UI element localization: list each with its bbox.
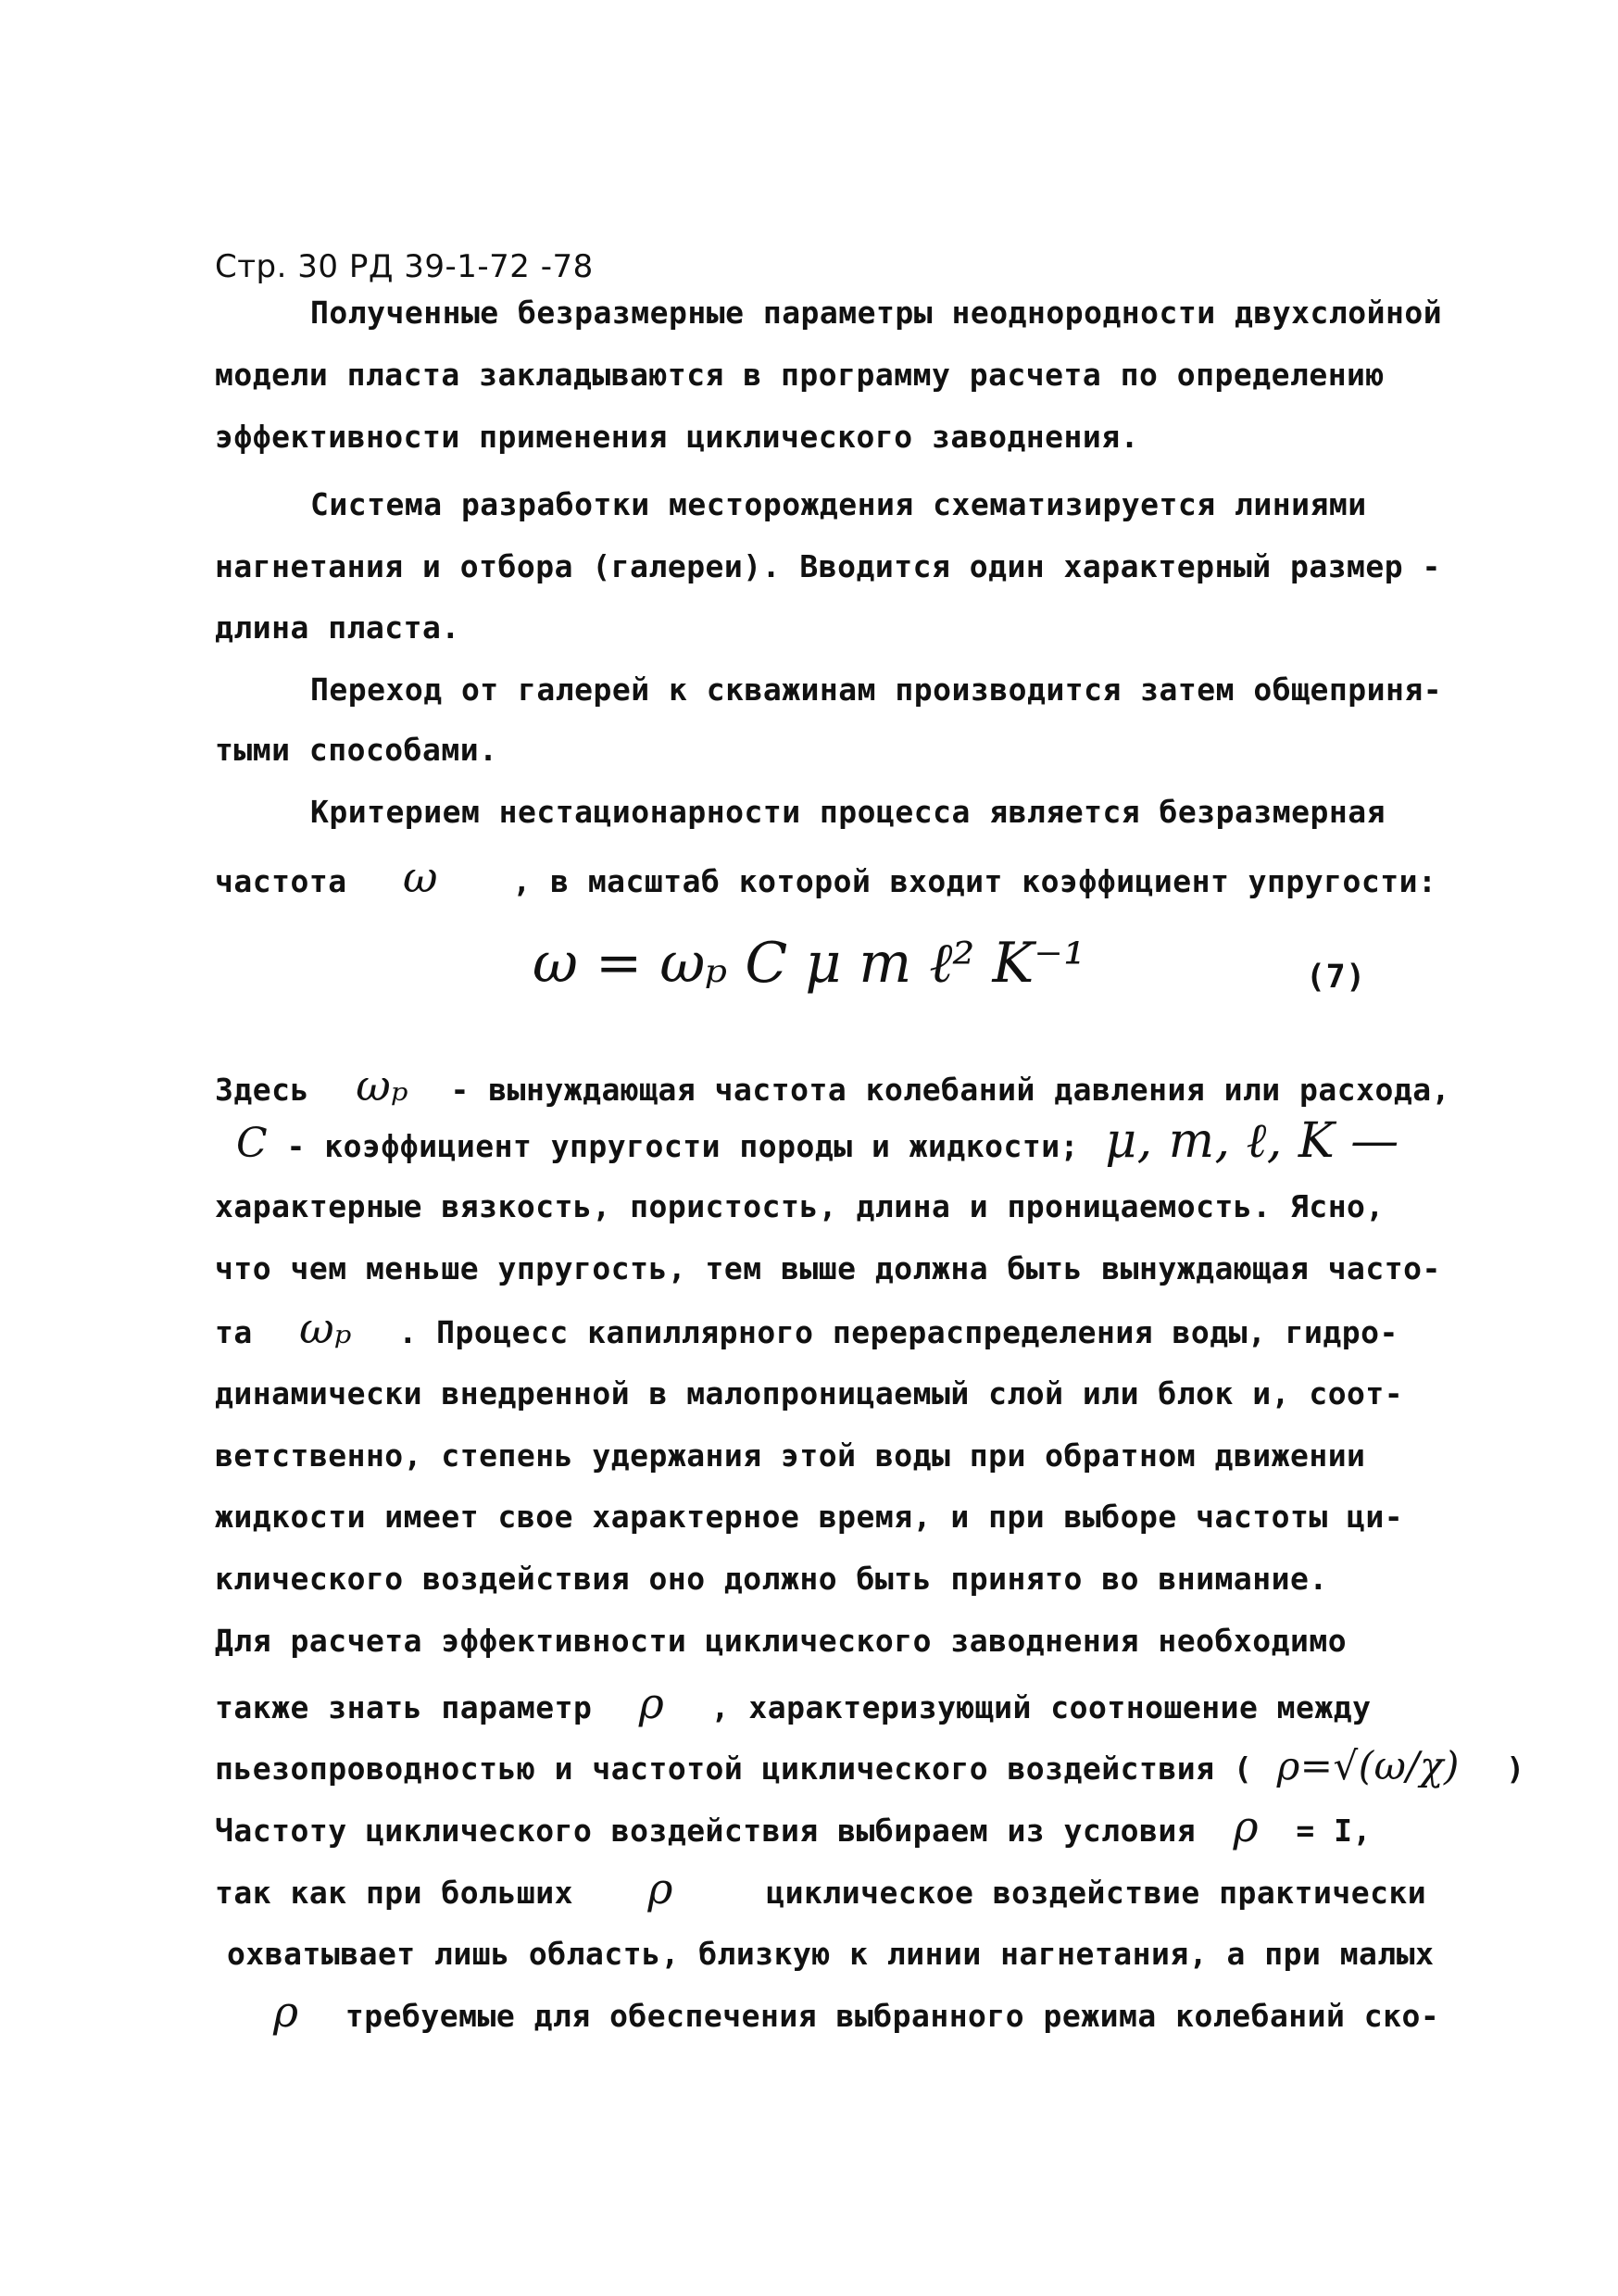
para6-line6: охватывает лишь область, близкую к линии нагнетания, а при малых [227, 1936, 1435, 1972]
para4-line2 [215, 852, 1436, 902]
para6-l2-b: , характеризующий соотношение между [710, 1689, 1372, 1725]
para6-l5-a: так как при больших [215, 1875, 573, 1911]
para3-line1: Переход от галерей к скважинам производится затем общеприня- [310, 671, 1443, 708]
para6-line3 [215, 1743, 1525, 1788]
para6-l3-a: пьезопроводностью и частотой циклического воздействия ( [215, 1750, 1253, 1787]
para2-line2: нагнетания и отбора (галереи). Вводится один характерный размер - [215, 548, 1441, 584]
para6-l5-b: циклическое воздействие практически [766, 1875, 1427, 1911]
para6-l3-b: ) [1506, 1750, 1525, 1787]
para3-line2: тыми способами. [215, 732, 498, 768]
para5-l2-text: - коэффициент упругости породы и жидкости; [286, 1128, 1079, 1164]
para6-line2 [215, 1678, 1372, 1728]
para4-line1: Критерием нестационарности процесса является безразмерная [310, 794, 1386, 830]
para5-line8: жидкости имеет свое характерное время, и при выборе частоты ци- [215, 1499, 1404, 1535]
para6-l7-b: требуемые для обеспечения выбранного режима колебаний ско- [345, 1998, 1440, 2034]
para5-zdes: Здесь [215, 1072, 309, 1108]
mu-m-l-k-symbols: μ, m, ℓ, K — [1105, 1113, 1399, 1169]
rho-symbol-2: ρ [1233, 1801, 1260, 1851]
rho-symbol-4: ρ [273, 1987, 299, 2037]
page-header: Стр. 30 РД 39-1-72 -78 [215, 248, 594, 285]
para5-l5-rest: . Процесс капиллярного перераспределения воды, гидро- [398, 1314, 1399, 1350]
omega-symbol: ω [402, 852, 438, 902]
rho-symbol-3: ρ [647, 1863, 673, 1913]
para5-ta: та [215, 1314, 253, 1350]
para5-line2 [236, 1113, 1399, 1169]
para4-text-b: , в масштаб которой входит коэффициент упругости: [512, 863, 1437, 899]
equation-number: (7) [1306, 959, 1366, 996]
rho-root-formula: ρ=√(ω/χ) [1276, 1743, 1460, 1788]
para2-line1: Система разработки месторождения схематизируется линиями [310, 486, 1367, 522]
para6-l2-a: также знать параметр [215, 1689, 593, 1725]
para5-line5 [215, 1303, 1399, 1353]
para6-l4-b: = I, [1296, 1813, 1372, 1849]
omega-p-symbol: ωₚ [356, 1060, 409, 1110]
rho-symbol: ρ [638, 1678, 665, 1728]
para1-line1: Полученные безразмерные параметры неоднородности двухслойной [310, 295, 1443, 331]
para5-line6: динамически внедренной в малопроницаемый слой или блок и, соот- [215, 1375, 1404, 1411]
para5-l1-rest: - вынуждающая частота колебаний давления или расхода, [450, 1072, 1450, 1108]
para1-line2: модели пласта закладываются в программу расчета по определению [215, 357, 1385, 393]
para6-line1: Для расчета эффективности циклического заводнения необходимо [215, 1623, 1348, 1659]
para4-text-a: частота [215, 863, 347, 899]
para6-line5 [215, 1863, 1426, 1913]
omega-p-symbol-2: ωₚ [299, 1303, 353, 1353]
para5-line1 [215, 1060, 1450, 1110]
formula-7: ω = ωₚ C μ m ℓ² K⁻¹ [533, 931, 1086, 996]
para6-line4 [215, 1801, 1372, 1851]
para6-l4-a: Частоту циклического воздействия выбираем из условия [215, 1813, 1197, 1849]
para5-line9: клического воздействия оно должно быть принято во внимание. [215, 1561, 1328, 1597]
para5-line3: характерные вязкость, пористость, длина и проницаемость. Ясно, [215, 1188, 1385, 1224]
para5-line7: ветственно, степень удержания этой воды при обратном движении [215, 1437, 1366, 1474]
para5-line4: что чем меньше упругость, тем выше должна быть вынуждающая часто- [215, 1250, 1441, 1286]
para2-line3: длина пласта. [215, 609, 460, 646]
para1-line3: эффективности применения циклического заводнения. [215, 419, 1140, 455]
c-symbol: C [236, 1120, 269, 1167]
para6-line7 [273, 1987, 1439, 2037]
